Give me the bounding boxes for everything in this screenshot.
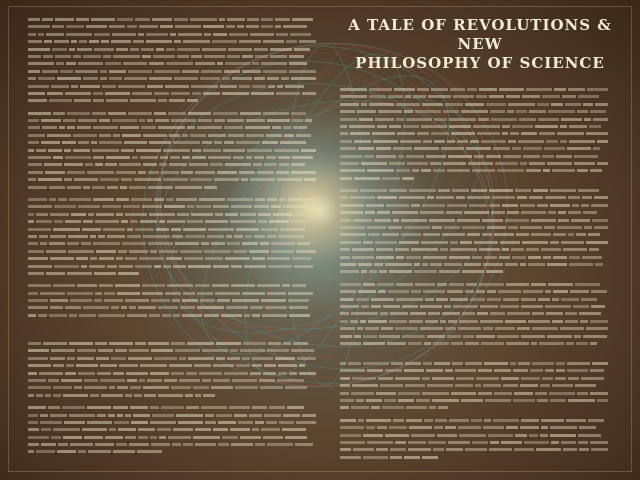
text-line bbox=[28, 290, 320, 297]
text-line bbox=[340, 375, 612, 382]
text-line bbox=[340, 424, 612, 431]
text-line bbox=[28, 110, 320, 117]
text-line bbox=[28, 441, 320, 448]
text-line bbox=[340, 130, 612, 137]
text-line bbox=[340, 175, 612, 182]
text-line bbox=[340, 268, 612, 275]
text-line bbox=[340, 367, 612, 374]
text-line bbox=[340, 145, 612, 152]
text-line bbox=[340, 231, 612, 238]
text-line bbox=[28, 304, 320, 311]
text-line bbox=[28, 384, 320, 391]
text-line bbox=[28, 23, 320, 30]
left-bottom-text-column bbox=[28, 340, 320, 468]
text-line bbox=[340, 209, 612, 216]
text-line bbox=[340, 333, 612, 340]
text-line bbox=[28, 297, 320, 304]
text-line bbox=[28, 448, 320, 455]
text-line bbox=[28, 31, 320, 38]
text-line bbox=[28, 211, 320, 218]
text-line bbox=[28, 419, 320, 426]
title-line-1: A TALE OF REVOLUTIONS & NEW bbox=[348, 16, 612, 53]
text-line bbox=[28, 392, 320, 399]
text-line bbox=[28, 404, 320, 411]
text-line bbox=[28, 38, 320, 45]
text-line bbox=[340, 296, 612, 303]
text-line bbox=[340, 454, 612, 461]
text-line bbox=[28, 75, 320, 82]
text-line bbox=[28, 154, 320, 161]
text-line bbox=[340, 153, 612, 160]
text-line bbox=[340, 360, 612, 367]
text-line bbox=[28, 362, 320, 369]
text-line bbox=[28, 248, 320, 255]
text-line bbox=[28, 377, 320, 384]
text-line bbox=[28, 196, 320, 203]
text-line bbox=[340, 318, 612, 325]
text-line bbox=[28, 16, 320, 23]
text-line bbox=[340, 281, 612, 288]
text-line bbox=[28, 53, 320, 60]
text-line bbox=[28, 263, 320, 270]
text-line bbox=[340, 108, 612, 115]
text-line bbox=[28, 184, 320, 191]
text-line bbox=[340, 261, 612, 268]
text-line bbox=[28, 282, 320, 289]
text-line bbox=[28, 83, 320, 90]
text-line bbox=[340, 404, 612, 411]
text-line bbox=[340, 246, 612, 253]
text-line bbox=[28, 68, 320, 75]
text-line bbox=[28, 139, 320, 146]
text-line bbox=[340, 187, 612, 194]
text-line bbox=[28, 255, 320, 262]
text-line bbox=[340, 239, 612, 246]
text-line bbox=[28, 370, 320, 377]
text-line bbox=[28, 347, 320, 354]
text-line bbox=[28, 203, 320, 210]
text-line bbox=[340, 417, 612, 424]
text-line bbox=[28, 233, 320, 240]
text-line bbox=[28, 46, 320, 53]
text-line bbox=[340, 340, 612, 347]
text-line bbox=[28, 60, 320, 67]
text-line bbox=[340, 310, 612, 317]
text-line bbox=[340, 93, 612, 100]
text-line bbox=[340, 138, 612, 145]
text-line bbox=[340, 446, 612, 453]
text-line bbox=[340, 224, 612, 231]
text-line bbox=[340, 303, 612, 310]
text-line bbox=[28, 105, 320, 110]
text-line bbox=[340, 101, 612, 108]
text-line bbox=[28, 132, 320, 139]
text-line bbox=[340, 412, 612, 417]
text-line bbox=[28, 169, 320, 176]
text-line bbox=[340, 194, 612, 201]
left-text-column bbox=[28, 16, 320, 330]
text-line bbox=[340, 397, 612, 404]
text-line bbox=[28, 355, 320, 362]
text-line bbox=[28, 226, 320, 233]
text-line bbox=[28, 240, 320, 247]
text-line bbox=[340, 432, 612, 439]
text-line bbox=[340, 325, 612, 332]
title-block bbox=[330, 12, 630, 76]
text-line bbox=[28, 312, 320, 319]
text-line bbox=[340, 382, 612, 389]
text-line bbox=[340, 167, 612, 174]
page-title bbox=[330, 16, 630, 73]
text-line bbox=[28, 426, 320, 433]
right-bottom-text-column bbox=[340, 360, 612, 468]
text-line bbox=[28, 147, 320, 154]
text-line bbox=[28, 340, 320, 347]
text-line bbox=[340, 217, 612, 224]
text-line bbox=[28, 412, 320, 419]
title-line-2: PHILOSOPHY OF SCIENCE bbox=[355, 54, 605, 72]
text-line bbox=[28, 434, 320, 441]
text-line bbox=[340, 116, 612, 123]
text-line bbox=[28, 124, 320, 131]
text-line bbox=[340, 123, 612, 130]
text-line bbox=[28, 117, 320, 124]
text-line bbox=[28, 456, 320, 461]
text-line bbox=[28, 218, 320, 225]
text-line bbox=[28, 161, 320, 168]
right-text-column bbox=[340, 86, 612, 354]
text-line bbox=[28, 97, 320, 104]
text-line bbox=[28, 270, 320, 277]
text-line bbox=[340, 288, 612, 295]
text-line bbox=[340, 86, 612, 93]
text-line bbox=[28, 176, 320, 183]
text-line bbox=[28, 90, 320, 97]
text-line bbox=[340, 254, 612, 261]
text-line bbox=[340, 202, 612, 209]
text-line bbox=[340, 390, 612, 397]
text-line bbox=[340, 439, 612, 446]
text-line bbox=[340, 160, 612, 167]
